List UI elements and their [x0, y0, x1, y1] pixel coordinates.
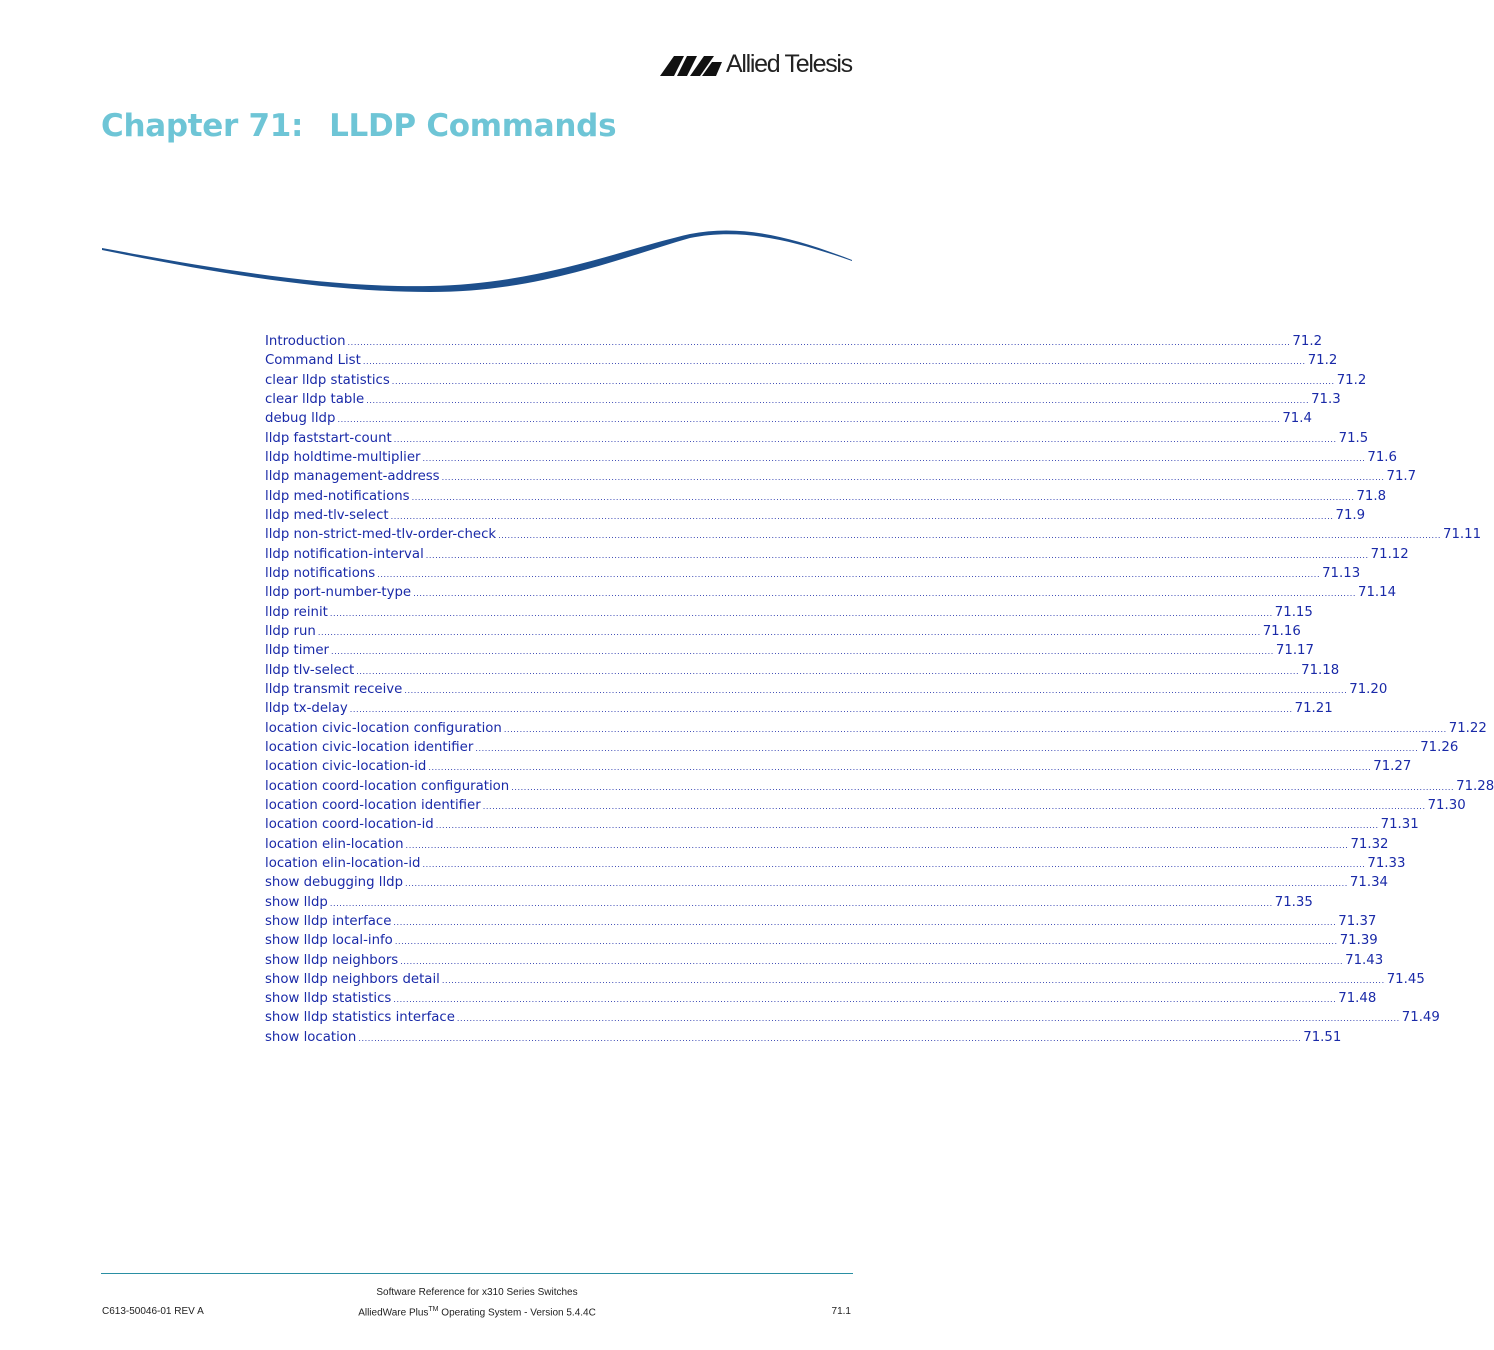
toc-leader-dots: ............................................................................................................................................................................................................................................................................................................ — [456, 1014, 1400, 1024]
toc-leader-dots: ............................................................................................................................................................................................................................................................................................................ — [362, 357, 1306, 367]
toc-leader-dots: ............................................................................................................................................................................................................................................................................................................ — [377, 569, 1321, 579]
toc-leader-dots: ............................................................................................................................................................................................................................................................................................................ — [393, 995, 1337, 1005]
toc-leader-dots: ............................................................................................................................................................................................................................................................................................................ — [425, 550, 1369, 560]
toc-entry-page[interactable]: 71.12 — [1370, 546, 1409, 562]
toc-entry-title[interactable]: location coord-location identifier — [265, 797, 481, 813]
toc-entry-title[interactable]: show lldp local-info — [265, 933, 393, 949]
toc-entry-page[interactable]: 71.32 — [1350, 836, 1389, 852]
toc-entry-page[interactable]: 71.17 — [1275, 643, 1314, 659]
toc-entry-page[interactable]: 71.26 — [1420, 739, 1459, 755]
toc-entry-title[interactable]: location elin-location — [265, 836, 404, 852]
toc-entry-title[interactable]: location elin-location-id — [265, 855, 421, 871]
toc-entry[interactable] — [265, 334, 1323, 353]
toc-entry[interactable] — [265, 875, 1388, 894]
toc-leader-dots: ............................................................................................................................................................................................................................................................................................................ — [393, 434, 1337, 444]
toc-entry-page[interactable]: 71.2 — [1336, 372, 1367, 388]
toc-entry[interactable] — [265, 585, 1397, 604]
toc-entry[interactable] — [265, 933, 1378, 952]
toc-leader-dots: ............................................................................................................................................................................................................................................................................................................ — [411, 492, 1355, 502]
toc-entry[interactable] — [265, 643, 1314, 662]
toc-entry-page[interactable]: 71.6 — [1367, 449, 1397, 465]
toc-entry-page[interactable]: 71.34 — [1349, 875, 1388, 891]
os-name: AlliedWare Plus — [358, 1307, 429, 1319]
toc-leader-dots: ............................................................................................................................................................................................................................................................................................................ — [441, 473, 1385, 483]
toc-entry[interactable] — [265, 720, 1487, 740]
toc-leader-dots: ............................................................................................................................................................................................................................................................................................................ — [394, 937, 1338, 947]
toc-entry[interactable] — [265, 971, 1425, 991]
toc-entry[interactable] — [265, 1029, 1342, 1049]
toc-leader-dots: ............................................................................................................................................................................................................................................................................................................ — [366, 395, 1310, 405]
toc-entry-title[interactable]: location coord-location configuration — [265, 778, 510, 794]
toc-entry[interactable] — [265, 546, 1409, 566]
toc-entry-page[interactable]: 71.7 — [1386, 469, 1417, 485]
toc-entry-title[interactable]: lldp run — [265, 623, 316, 639]
toc-entry-page[interactable]: 71.2 — [1307, 353, 1338, 369]
toc-entry-title[interactable]: lldp timer — [265, 643, 330, 659]
toc-entry[interactable] — [265, 739, 1459, 759]
toc-leader-dots: ............................................................................................................................................................................................................................................................................................................ — [337, 415, 1281, 425]
toc-entry-page[interactable]: 71.45 — [1386, 971, 1425, 987]
toc-entry[interactable] — [265, 449, 1397, 469]
toc-leader-dots: ............................................................................................................................................................................................................................................................................................................ — [405, 879, 1348, 889]
toc-leader-dots: ............................................................................................................................................................................................................................................................................................................ — [331, 647, 1274, 657]
os-trademark: TM — [428, 1306, 439, 1313]
toc-entry-title[interactable]: lldp med-notifications — [265, 488, 410, 504]
footer-page-number: 71.1 — [831, 1306, 851, 1317]
toc-entry[interactable] — [265, 507, 1366, 527]
toc-entry-title[interactable]: show lldp statistics — [265, 991, 392, 1007]
logo-mark-icon — [660, 56, 724, 76]
toc-entry-title[interactable]: show lldp — [265, 894, 328, 910]
toc-entry-title[interactable]: lldp notifications — [265, 565, 376, 581]
toc-leader-dots: ............................................................................................................................................................................................................................................................................................................ — [347, 338, 1291, 347]
toc-entry-title[interactable]: location civic-location identifier — [265, 739, 474, 755]
toc-leader-dots: ............................................................................................................................................................................................................................................................................................................ — [428, 763, 1372, 773]
toc-entry-title[interactable]: lldp management-address — [265, 469, 440, 485]
toc-entry[interactable] — [265, 759, 1412, 778]
toc-entry[interactable] — [265, 991, 1377, 1010]
toc-entry[interactable] — [265, 604, 1313, 624]
toc-entry-page[interactable]: 71.31 — [1380, 817, 1419, 833]
toc-entry-title[interactable]: lldp med-tlv-select — [265, 507, 389, 523]
toc-entry-page[interactable]: 71.22 — [1448, 720, 1487, 736]
toc-entry[interactable] — [265, 836, 1389, 856]
toc-leader-dots: ............................................................................................................................................................................................................................................................................................................ — [358, 1033, 1302, 1043]
toc-entry-page[interactable]: 71.15 — [1274, 604, 1313, 620]
toc-entry-title[interactable]: Command List — [265, 353, 361, 369]
toc-entry-page[interactable]: 71.5 — [1338, 430, 1369, 446]
toc-leader-dots: ............................................................................................................................................................................................................................................................................................................ — [393, 917, 1337, 927]
toc-entry-page[interactable]: 71.8 — [1356, 488, 1387, 504]
toc-leader-dots: ............................................................................................................................................................................................................................................................................................................ — [405, 840, 1349, 850]
toc-leader-dots: ............................................................................................................................................................................................................................................................................................................ — [349, 705, 1293, 715]
toc-entry-page[interactable]: 71.21 — [1294, 701, 1333, 717]
toc-entry-page[interactable]: 71.3 — [1311, 391, 1341, 407]
toc-entry-page[interactable]: 71.48 — [1338, 991, 1377, 1007]
chapter-label: Chapter 71: — [101, 108, 304, 144]
toc-entry-page[interactable]: 71.49 — [1401, 1010, 1440, 1026]
toc-entry[interactable] — [265, 855, 1406, 875]
toc-leader-dots: ............................................................................................................................................................................................................................................................................................................ — [482, 801, 1426, 811]
chapter-title — [101, 108, 616, 144]
toc-entry-title[interactable]: lldp non-strict-med-tlv-order-check — [265, 527, 497, 543]
toc-entry-title[interactable]: lldp tx-delay — [265, 701, 348, 717]
toc-entry-title[interactable]: lldp port-number-type — [265, 585, 412, 601]
toc-entry-title[interactable]: lldp faststart-count — [265, 430, 392, 446]
toc-entry-title[interactable]: lldp holdtime-multiplier — [265, 449, 421, 465]
toc-entry-title[interactable]: location civic-location-id — [265, 759, 427, 775]
toc-leader-dots: ............................................................................................................................................................................................................................................................................................................ — [441, 975, 1385, 985]
toc-entry-page[interactable]: 71.20 — [1349, 681, 1388, 697]
toc-entry-title[interactable]: location civic-location configuration — [265, 720, 502, 736]
toc-entry[interactable] — [265, 952, 1384, 972]
toc-leader-dots: ............................................................................................................................................................................................................................................................................................................ — [329, 898, 1273, 908]
toc-leader-dots: ............................................................................................................................................................................................................................................................................................................ — [503, 724, 1447, 734]
toc-entry[interactable] — [265, 701, 1333, 720]
toc-leader-dots: ............................................................................................................................................................................................................................................................................................................ — [511, 782, 1455, 792]
toc-leader-dots: ............................................................................................................................................................................................................................................................................................................ — [435, 821, 1379, 831]
toc-entry-page[interactable]: 71.37 — [1338, 913, 1377, 929]
toc-entry-page[interactable]: 71.13 — [1322, 565, 1361, 581]
toc-entry-page[interactable]: 71.51 — [1303, 1029, 1342, 1045]
toc-entry-title[interactable]: lldp tlv-select — [265, 662, 355, 678]
toc-entry[interactable] — [265, 469, 1417, 488]
table-of-contents — [265, 334, 1494, 1049]
toc-entry-title[interactable]: lldp reinit — [265, 604, 328, 620]
toc-entry-page[interactable]: 71.30 — [1427, 797, 1466, 813]
toc-entry-page[interactable]: 71.18 — [1301, 662, 1340, 678]
toc-entry[interactable] — [265, 353, 1338, 372]
chapter-name: LLDP Commands — [329, 108, 617, 144]
toc-entry-title[interactable]: Introduction — [265, 334, 346, 349]
toc-entry[interactable] — [265, 817, 1419, 836]
toc-entry-page[interactable]: 71.28 — [1456, 778, 1494, 794]
logo-text: Allied Telesis — [726, 50, 852, 78]
toc-leader-dots: ............................................................................................................................................................................................................................................................................................................ — [422, 859, 1366, 869]
toc-entry-title[interactable]: debug lldp — [265, 411, 336, 427]
toc-leader-dots: ............................................................................................................................................................................................................................................................................................................ — [422, 453, 1366, 463]
toc-entry-page[interactable]: 71.14 — [1358, 585, 1397, 601]
toc-entry-title[interactable]: show debugging lldp — [265, 875, 404, 891]
toc-entry-title[interactable]: show lldp neighbors — [265, 952, 399, 968]
toc-entry-page[interactable]: 71.27 — [1373, 759, 1412, 775]
footer-reference: Software Reference for x310 Series Switches — [376, 1287, 578, 1298]
toc-entry-page[interactable]: 71.2 — [1292, 334, 1323, 349]
toc-entry[interactable] — [265, 623, 1301, 643]
toc-leader-dots: ............................................................................................................................................................................................................................................................................................................ — [391, 376, 1335, 386]
toc-entry-page[interactable]: 71.16 — [1262, 623, 1301, 639]
toc-leader-dots: ............................................................................................................................................................................................................................................................................................................ — [390, 511, 1334, 521]
allied-telesis-logo — [660, 50, 856, 84]
toc-entry[interactable] — [265, 565, 1361, 585]
toc-entry-page[interactable]: 71.4 — [1282, 411, 1312, 427]
toc-entry-title[interactable]: show lldp statistics interface — [265, 1010, 455, 1026]
toc-entry[interactable] — [265, 391, 1341, 411]
toc-leader-dots: ............................................................................................................................................................................................................................................................................................................ — [356, 666, 1300, 676]
toc-leader-dots: ............................................................................................................................................................................................................................................................................................................ — [404, 685, 1348, 695]
toc-leader-dots: ............................................................................................................................................................................................................................................................................................................ — [400, 956, 1344, 966]
toc-entry-title[interactable]: location coord-location-id — [265, 817, 434, 833]
toc-leader-dots: ............................................................................................................................................................................................................................................................................................................ — [413, 589, 1356, 599]
toc-entry[interactable] — [265, 894, 1313, 914]
toc-entry[interactable] — [265, 778, 1494, 798]
toc-entry-page[interactable]: 71.35 — [1274, 894, 1313, 910]
toc-entry[interactable] — [265, 913, 1377, 933]
toc-entry[interactable] — [265, 430, 1369, 450]
toc-entry-page[interactable]: 71.9 — [1335, 507, 1366, 523]
decorative-swoosh — [100, 222, 854, 294]
footer-rule — [101, 1273, 853, 1274]
toc-leader-dots: ............................................................................................................................................................................................................................................................................................................ — [498, 531, 1441, 541]
footer-doc-code: C613-50046-01 REV A — [102, 1306, 204, 1317]
toc-entry-title[interactable]: show location — [265, 1029, 357, 1045]
toc-entry-title[interactable]: clear lldp statistics — [265, 372, 390, 388]
os-version: Operating System - Version 5.4.4C — [438, 1307, 596, 1319]
toc-entry[interactable] — [265, 1010, 1440, 1029]
toc-entry[interactable] — [265, 527, 1482, 546]
toc-entry-title[interactable]: lldp notification-interval — [265, 546, 424, 562]
toc-entry-title[interactable]: show lldp neighbors detail — [265, 971, 440, 987]
toc-entry-page[interactable]: 71.11 — [1442, 527, 1482, 543]
toc-leader-dots: ............................................................................................................................................................................................................................................................................................................ — [475, 743, 1419, 753]
toc-entry-page[interactable]: 71.33 — [1367, 855, 1406, 871]
toc-entry[interactable] — [265, 488, 1387, 508]
toc-entry[interactable] — [265, 662, 1340, 682]
toc-entry[interactable] — [265, 411, 1312, 430]
toc-entry-page[interactable]: 71.39 — [1339, 933, 1378, 949]
toc-entry-page[interactable]: 71.43 — [1345, 952, 1384, 968]
toc-entry[interactable] — [265, 797, 1466, 817]
toc-leader-dots: ............................................................................................................................................................................................................................................................................................................ — [329, 608, 1273, 618]
toc-entry[interactable] — [265, 372, 1367, 392]
toc-leader-dots: ............................................................................................................................................................................................................................................................................................................ — [317, 627, 1261, 637]
toc-entry-title[interactable]: lldp transmit receive — [265, 681, 403, 697]
toc-entry-title[interactable]: show lldp interface — [265, 913, 392, 929]
toc-entry[interactable] — [265, 681, 1388, 701]
toc-entry-title[interactable]: clear lldp table — [265, 391, 365, 407]
